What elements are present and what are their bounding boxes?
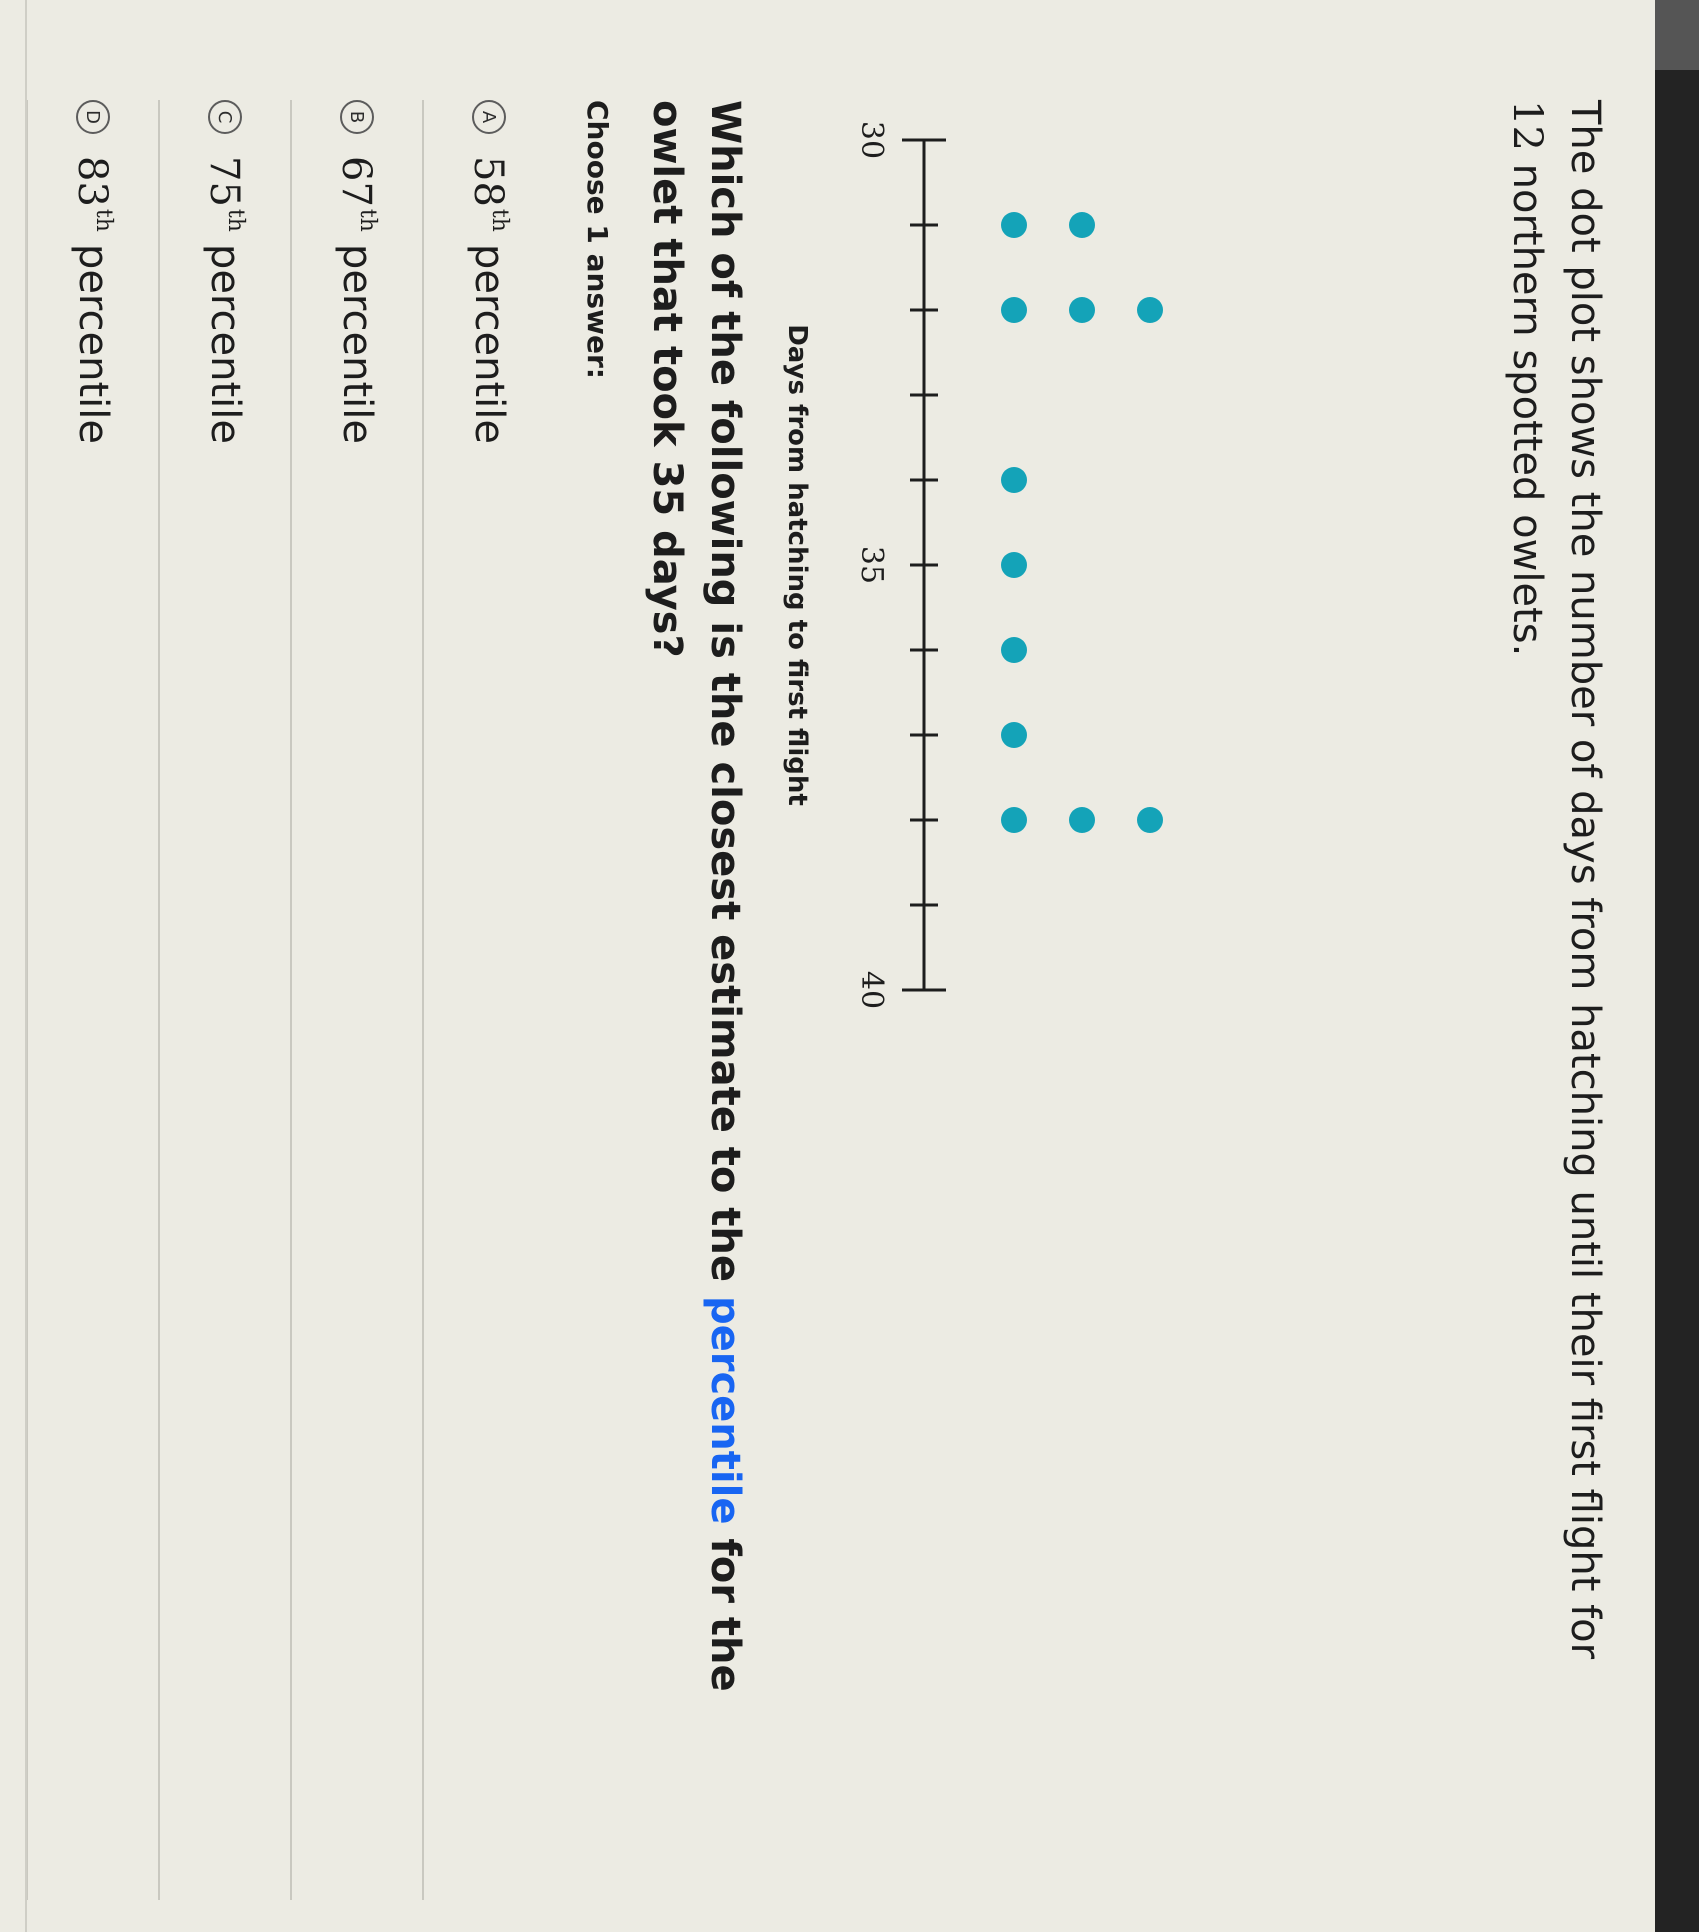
choice-b-badge[interactable]: B xyxy=(340,100,374,134)
choice-b-word: percentile xyxy=(334,243,380,444)
choose-label: Choose 1 answer: xyxy=(581,100,614,379)
choice-c-word: percentile xyxy=(202,243,248,444)
dot xyxy=(1069,212,1095,238)
dot xyxy=(1001,637,1027,663)
question-intro xyxy=(1498,100,1614,1700)
dot xyxy=(1069,297,1095,323)
choice-a[interactable] xyxy=(422,100,554,1900)
dot xyxy=(1001,807,1027,833)
choice-d[interactable] xyxy=(26,100,158,1900)
prompt-text-1: Which of the following is the closest estimate to the xyxy=(702,100,748,1296)
top-bezel xyxy=(1655,0,1699,1932)
x-axis-label: Days from hatching to first flight xyxy=(782,324,812,806)
prompt-number: 35 xyxy=(644,460,690,517)
dot-layer xyxy=(1001,212,1163,833)
choice-a-value xyxy=(466,156,513,232)
screen-edge xyxy=(25,0,27,1932)
dot xyxy=(1137,807,1163,833)
intro-text-2: northern spotted owlets. xyxy=(1504,150,1550,657)
percentile-link[interactable]: percentile xyxy=(702,1295,748,1525)
dot-plot xyxy=(764,100,1484,1300)
bezel-corner xyxy=(1655,0,1699,70)
choice-a-number: 58 xyxy=(465,156,512,207)
choice-c-badge[interactable]: C xyxy=(208,100,242,134)
tick-label-30: 30 xyxy=(854,120,889,160)
choice-c-suffix: th xyxy=(223,208,249,232)
choice-a-suffix: th xyxy=(487,208,513,232)
choice-b-suffix: th xyxy=(355,208,381,232)
dot xyxy=(1001,212,1027,238)
choice-a-word: percentile xyxy=(466,243,512,444)
answer-choices xyxy=(26,100,554,1900)
dot xyxy=(1001,467,1027,493)
choice-d-value xyxy=(70,156,117,232)
prompt-text-2: for the owlet that took xyxy=(644,100,748,1692)
choice-c[interactable] xyxy=(158,100,290,1900)
tick-label-40: 40 xyxy=(854,970,889,1010)
intro-number: 12 xyxy=(1504,100,1550,151)
choice-d-suffix: th xyxy=(91,208,117,232)
tick-layer xyxy=(854,121,946,1009)
choice-b[interactable] xyxy=(290,100,422,1900)
choice-d-badge[interactable]: D xyxy=(76,100,110,134)
prompt-text-3: days? xyxy=(644,516,690,658)
question-prompt xyxy=(638,100,754,1700)
dot xyxy=(1001,297,1027,323)
question-card xyxy=(69,100,1614,1700)
choice-d-number: 83 xyxy=(69,156,116,207)
choice-c-value xyxy=(202,156,249,232)
dot xyxy=(1069,807,1095,833)
tick-label-35: 35 xyxy=(854,545,889,585)
dot xyxy=(1137,297,1163,323)
intro-text-1: The dot plot shows the number of days from hatching until their first flight for xyxy=(1562,100,1608,1660)
choice-d-word: percentile xyxy=(70,243,116,444)
choice-b-value xyxy=(334,156,381,232)
dot xyxy=(1001,552,1027,578)
choice-b-number: 67 xyxy=(333,156,380,207)
dot xyxy=(1001,722,1027,748)
choice-a-badge[interactable]: A xyxy=(472,100,506,134)
choice-c-number: 75 xyxy=(201,156,248,207)
